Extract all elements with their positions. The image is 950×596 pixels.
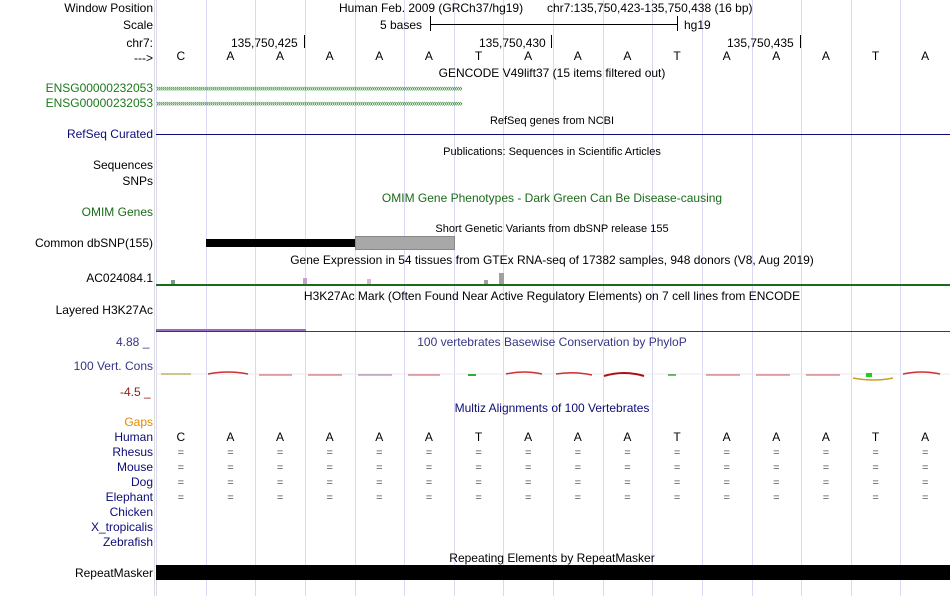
tick-mark-3 — [800, 35, 801, 48]
chrom-label: chr7: — [126, 36, 153, 50]
sequence-base: T — [673, 49, 681, 63]
multiz-title: Multiz Alignments of 100 Vertebrates — [454, 401, 650, 415]
gtex-label[interactable]: AC024084.1 — [86, 271, 153, 285]
phylop-mark-16 — [866, 373, 872, 377]
species-label[interactable]: Human — [114, 430, 153, 444]
alignment-match: = — [326, 462, 333, 474]
human-base: A — [623, 430, 632, 444]
alignment-match: = — [723, 462, 730, 474]
alignment-match: = — [276, 447, 284, 459]
alignment-match: = — [276, 492, 284, 504]
gencode-item-1-label[interactable]: ENSG00000232053 — [45, 81, 153, 95]
alignment-match: = — [376, 447, 383, 459]
sequence-base: A — [524, 49, 533, 63]
h3k27ac-signal — [156, 329, 306, 331]
alignment-match: = — [921, 462, 929, 474]
human-base: A — [226, 430, 235, 444]
strand-arrow-label: ---> — [134, 51, 153, 65]
sequence-base: A — [226, 49, 235, 63]
human-base: T — [474, 430, 483, 444]
alignment-match: = — [524, 447, 532, 459]
sequence-base: C — [176, 49, 186, 63]
species-label[interactable]: Elephant — [105, 490, 153, 504]
tick-label-1: 135,750,425 — [231, 36, 298, 50]
sequence-base: T — [474, 49, 483, 63]
dbsnp-label[interactable]: Common dbSNP(155) — [34, 236, 153, 250]
gtex-bar-2 — [303, 278, 307, 284]
species-label[interactable]: Chicken — [109, 505, 153, 519]
human-base: A — [424, 430, 433, 444]
sequence-base: A — [722, 49, 731, 63]
phylop-label[interactable]: 100 Vert. Cons — [73, 359, 153, 373]
species-label[interactable]: Dog — [130, 475, 153, 489]
phylop-min: -4.5 _ — [120, 385, 151, 399]
species-label[interactable]: X_tropicalis — [90, 520, 153, 534]
gencode-item-1-feature[interactable]: ››››››››››››››››››››››››››››››››››››››››››››››››››››››››››››››››››››››››››››››››››››››››››››››››››››››››››››››››››››››››››››››››››››››››››››››››››››››››› — [156, 83, 462, 93]
alignment-match: = — [326, 477, 333, 489]
human-base: C — [176, 430, 186, 444]
position-coords[interactable]: chr7:135,750,423-135,750,438 (16 bp) — [547, 1, 753, 15]
gencode-item-2-label[interactable]: ENSG00000232053 — [45, 96, 153, 110]
scale-bar-right-tick — [677, 16, 678, 31]
alignment-match: = — [475, 492, 482, 504]
human-base: T — [871, 430, 880, 444]
alignment-match: = — [574, 492, 582, 504]
alignment-match: = — [723, 477, 730, 489]
sequence-base: A — [573, 49, 582, 63]
repeatmasker-label[interactable]: RepeatMasker — [74, 566, 153, 580]
alignment-match: = — [872, 492, 879, 504]
alignment-match: = — [376, 462, 383, 474]
alignment-match: = — [376, 492, 383, 504]
alignment-match: = — [822, 492, 830, 504]
alignment-match: = — [177, 477, 185, 489]
human-base: A — [821, 430, 830, 444]
human-base: A — [276, 430, 285, 444]
human-base: A — [772, 430, 781, 444]
alignment-match: = — [921, 447, 929, 459]
alignment-match: = — [723, 447, 730, 459]
phylop-mark-15 — [853, 378, 893, 380]
alignment-match: = — [425, 492, 433, 504]
refseq-feature[interactable] — [156, 134, 950, 135]
phylop-title: 100 vertebrates Basewise Conservation by PhyloP — [417, 335, 687, 349]
repeatmasker-feature[interactable] — [156, 565, 950, 580]
omim-title: OMIM Gene Phenotypes - Dark Green Can Be Disease-causing — [381, 191, 723, 205]
human-base: T — [673, 430, 681, 444]
alignment-match: = — [822, 477, 830, 489]
gencode-item-2-feature[interactable]: ››››››››››››››››››››››››››››››››››››››››››››››››››››››››››››››››››››››››››››››››››››››››››››››››››››››››››››››››››››››››››››››››››››››››››››››››››››››››› — [156, 98, 462, 108]
label-divider — [154, 0, 155, 596]
alignment-match: = — [624, 462, 631, 474]
h3k27ac-baseline — [156, 331, 950, 332]
alignment-match: = — [872, 462, 879, 474]
alignment-match: = — [872, 447, 879, 459]
alignment-match: = — [475, 477, 482, 489]
alignment-match: = — [475, 462, 482, 474]
sequence-base: A — [623, 49, 632, 63]
alignment-match: = — [276, 477, 284, 489]
human-base: A — [722, 430, 731, 444]
omim-label[interactable]: OMIM Genes — [81, 205, 153, 219]
alignment-match: = — [177, 447, 185, 459]
repeatmasker-title: Repeating Elements by RepeatMasker — [449, 551, 655, 565]
gtex-title: Gene Expression in 54 tissues from GTEx RNA-seq of 17382 samples, 948 donors (V8, Aug 2019) — [290, 253, 814, 267]
gtex-bar-5 — [499, 273, 504, 284]
phylop-signal — [156, 366, 950, 386]
gtex-bar-1 — [171, 280, 175, 284]
tick-mark-2 — [551, 35, 552, 48]
human-base: A — [573, 430, 582, 444]
alignment-match: = — [624, 447, 631, 459]
human-base: A — [524, 430, 533, 444]
publications-title: Publications: Sequences in Scientific Articles — [443, 146, 661, 158]
snps-label[interactable]: SNPs — [122, 174, 153, 188]
alignment-match: = — [524, 462, 532, 474]
gaps-label[interactable]: Gaps — [124, 415, 153, 429]
h3k27ac-title: H3K27Ac Mark (Often Found Near Active Regulatory Elements) on 7 cell lines from ENCODE — [303, 289, 801, 303]
alignment-match: = — [822, 462, 830, 474]
alignment-match: = — [773, 447, 780, 459]
h3k27ac-label[interactable]: Layered H3K27Ac — [55, 303, 153, 317]
tick-mark-1 — [304, 35, 305, 48]
alignment-match: = — [673, 492, 681, 504]
alignment-match: = — [624, 477, 631, 489]
alignment-match: = — [773, 462, 780, 474]
sequence-base: A — [821, 49, 830, 63]
alignment-match: = — [326, 492, 333, 504]
alignment-match: = — [773, 492, 780, 504]
sequence-base: A — [325, 49, 334, 63]
alignment-match: = — [177, 492, 185, 504]
alignment-match: = — [872, 477, 879, 489]
alignment-match: = — [574, 462, 582, 474]
scale-db: hg19 — [684, 18, 711, 32]
dbsnp-title: Short Genetic Variants from dbSNP release 155 — [435, 223, 669, 235]
alignment-match: = — [475, 447, 482, 459]
gencode-title: GENCODE V49lift37 (15 items filtered out) — [438, 66, 666, 80]
alignment-match: = — [524, 477, 532, 489]
alignment-match: = — [276, 462, 284, 474]
alignment-match: = — [227, 477, 234, 489]
sequences-label[interactable]: Sequences — [92, 158, 153, 172]
alignment-match: = — [822, 447, 830, 459]
tick-label-3: 135,750,435 — [727, 36, 794, 50]
alignment-match: = — [524, 492, 532, 504]
human-base: A — [375, 430, 384, 444]
sequence-base: A — [375, 49, 384, 63]
species-label[interactable]: Rhesus — [112, 445, 153, 459]
scale-bar — [430, 24, 678, 25]
dbsnp-feature-2[interactable] — [355, 236, 455, 250]
alignment-match: = — [425, 447, 433, 459]
sequence-base: A — [921, 49, 930, 63]
refseq-title: RefSeq genes from NCBI — [489, 115, 615, 127]
alignment-match: = — [574, 477, 582, 489]
alignment-match: = — [425, 477, 433, 489]
assembly-text: Human Feb. 2009 (GRCh37/hg19) — [339, 1, 524, 15]
human-base: A — [921, 430, 930, 444]
alignment-match: = — [624, 492, 631, 504]
species-label[interactable]: Zebrafish — [102, 535, 153, 549]
alignment-match: = — [326, 447, 333, 459]
window-position-label: Window Position — [64, 1, 153, 15]
scale-label: Scale — [122, 18, 153, 32]
scale-bar-text: 5 bases — [380, 18, 423, 32]
alignment-match: = — [921, 492, 929, 504]
phylop-max: 4.88 _ — [116, 335, 150, 349]
alignment-match: = — [673, 462, 681, 474]
species-label[interactable]: Mouse — [116, 460, 153, 474]
alignment-match: = — [177, 462, 185, 474]
alignment-match: = — [673, 447, 681, 459]
gtex-baseline — [156, 284, 950, 286]
sequence-base: A — [276, 49, 285, 63]
alignment-match: = — [227, 492, 234, 504]
alignment-match: = — [227, 462, 234, 474]
human-base: A — [325, 430, 334, 444]
sequence-base: A — [424, 49, 433, 63]
alignment-match: = — [921, 477, 929, 489]
sequence-base: T — [871, 49, 880, 63]
gtex-bar-3 — [367, 279, 371, 284]
alignment-match: = — [425, 462, 433, 474]
alignment-match: = — [376, 477, 383, 489]
alignment-match: = — [673, 477, 681, 489]
refseq-label[interactable]: RefSeq Curated — [66, 127, 153, 141]
alignment-match: = — [723, 492, 730, 504]
sequence-base: A — [772, 49, 781, 63]
tick-label-2: 135,750,430 — [479, 36, 546, 50]
gtex-bar-4 — [484, 280, 488, 284]
alignment-match: = — [574, 447, 582, 459]
alignment-match: = — [227, 447, 234, 459]
alignment-match: = — [773, 477, 780, 489]
